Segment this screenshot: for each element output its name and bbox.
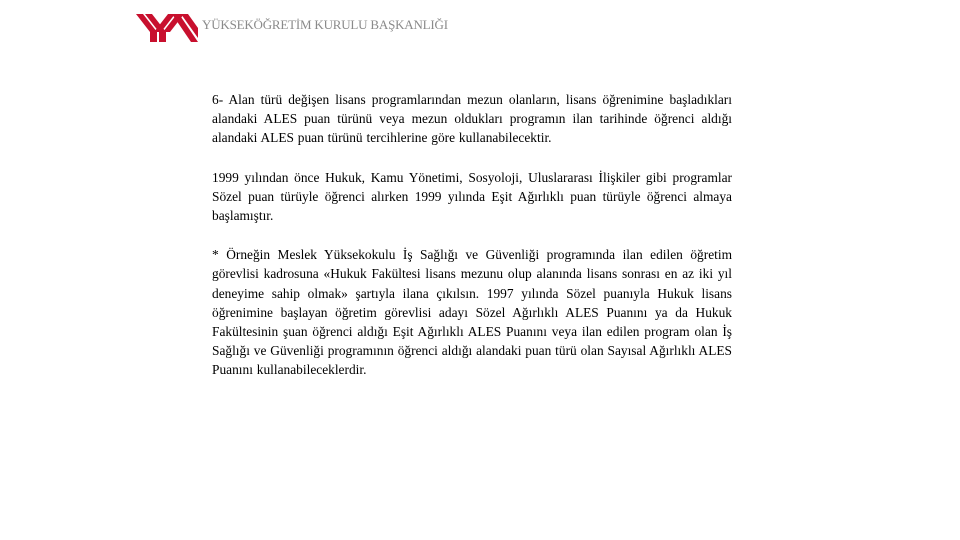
paragraph-note-6: 6- Alan türü değişen lisans programlarından mezun olanların, lisans öğrenimine başladıkları alandaki ALES puan türünü veya mezun oldukları programın ilan tarihinde öğrenci aldığı alandaki ALES puan türünü tercihlerine göre kullanabilecektir.	[212, 92, 732, 146]
header	[136, 14, 448, 42]
org-name: YÜKSEKÖĞRETİM KURULU BAŞKANLIĞI	[202, 17, 448, 32]
yok-logo-icon	[136, 14, 198, 42]
content	[212, 90, 732, 400]
paragraph-history: 1999 yılından önce Hukuk, Kamu Yönetimi, Sosyoloji, Uluslararası İlişkiler gibi programlar Sözel puan türüyle öğrenci alırken 1999 yılında Eşit Ağırlıklı puan türüyle öğrenci almaya başlamıştır.	[212, 169, 732, 224]
paragraph-example: * Örneğin Meslek Yüksekokulu İş Sağlığı ve Güvenliği programında ilan edilen öğretim görevlisi kadrosuna «Hukuk Fakültesi lisans mezunu olup alanında lisans sonrası en az iki yıl deneyime sahip olmak» şartıyla ilana çıkılsın. 1997 yılında Sözel puanıyla Hukuk lisans öğrenimine başlayan öğretim görevlisi adayı Sözel Ağırlıklı ALES Puanını ya da Hukuk Fakültesinin şuan öğrenci aldığı Eşit Ağırlıklı ALES Puanını veya ilan edilen program olan İş Sağlığı ve Güvenliği programının öğrenci aldığı alandaki puan türü olan Sayısal Ağırlıklı ALES Puanını kullanabileceklerdir.	[212, 247, 732, 378]
